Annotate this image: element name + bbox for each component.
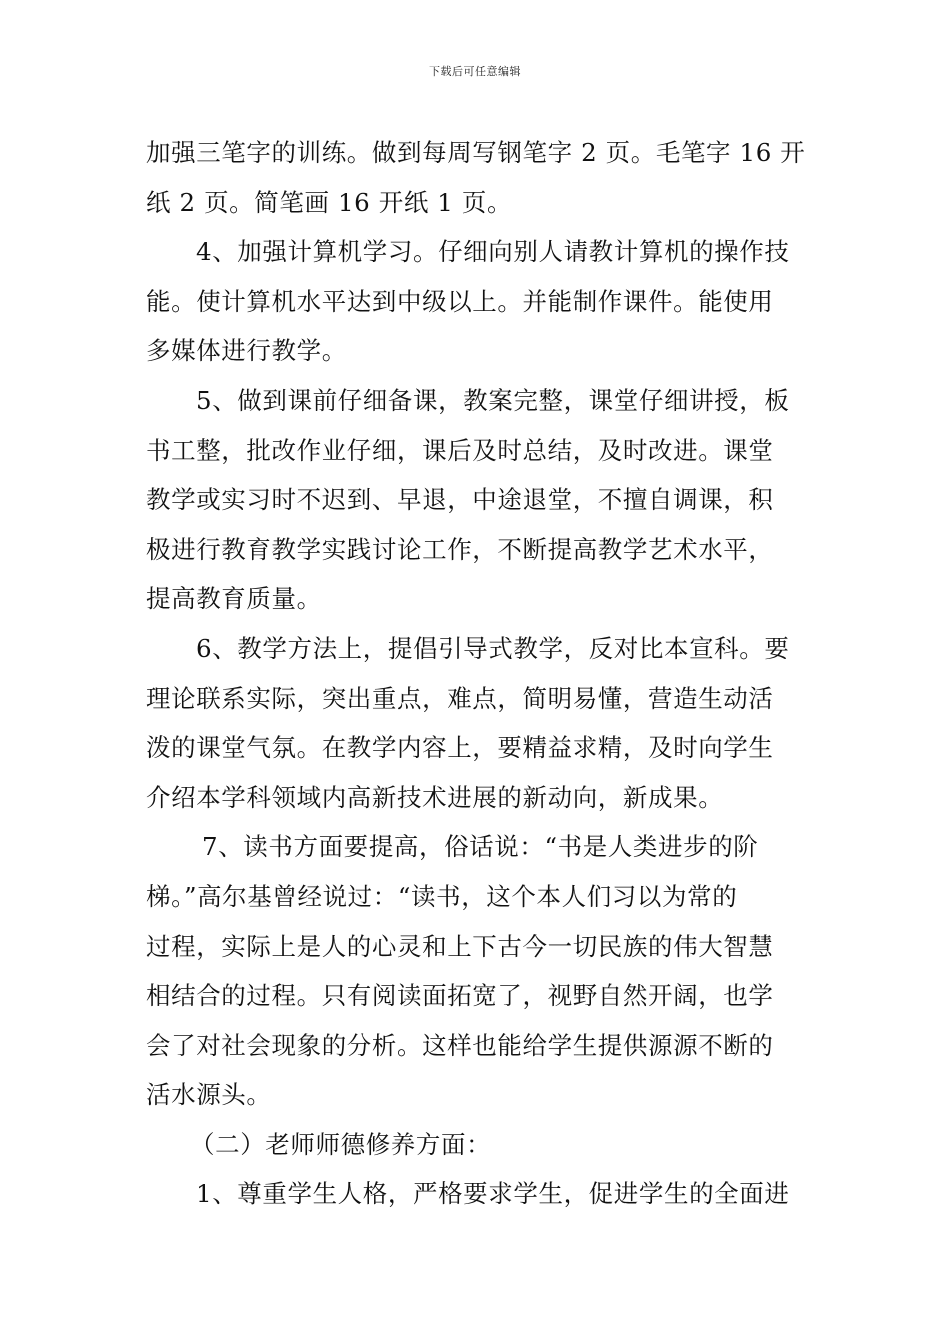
text-line: 介绍本学科领域内高新技术进展的新动向，新成果。: [146, 782, 724, 812]
paragraph-start-7: 7、读书方面要提高，俗话说：“书是人类进步的阶: [202, 832, 759, 862]
text-line: 过程，实际上是人的心灵和上下古今一切民族的伟大智慧: [146, 931, 774, 961]
text-line: 多媒体进行教学。: [146, 336, 347, 366]
text-line: 理论联系实际，突出重点，难点，简明易懂，营造生动活: [146, 683, 774, 713]
text-line: 会了对社会现象的分析。这样也能给学生提供源源不断的: [146, 1030, 774, 1060]
text-line: 梯。”高尔基曾经说过：“读书，这个本人们习以为常的: [146, 881, 738, 911]
paragraph-start-4: 4、加强计算机学习。仔细向别人请教计算机的操作技: [196, 237, 790, 267]
text-line: 书工整，批改作业仔细，课后及时总结，及时改进。课堂: [146, 435, 774, 465]
text-line: 泼的课堂气氛。在教学内容上，要精益求精，及时向学生: [146, 733, 774, 763]
text-line: 纸 2 页。简笔画 16 开纸 1 页。: [146, 187, 513, 217]
text-line: 提高教育质量。: [146, 584, 322, 614]
text-line: 相结合的过程。只有阅读面拓宽了，视野自然开阔，也学: [146, 981, 774, 1011]
paragraph-start-1: 1、尊重学生人格，严格要求学生，促进学生的全面进: [196, 1179, 790, 1209]
document-body: [146, 128, 810, 1219]
section-heading: （二）老师师德修养方面：: [190, 1129, 492, 1159]
paragraph-start-6: 6、教学方法上，提倡引导式教学，反对比本宣科。要: [196, 633, 790, 663]
text-line: 极进行教育教学实践讨论工作，不断提高教学艺术水平，: [146, 534, 774, 564]
page-header: 下载后可任意编辑: [429, 65, 521, 78]
text-line: 加强三笔字的训练。做到每周写钢笔字 2 页。毛笔字 16 开: [146, 138, 806, 167]
text-line: 活水源头。: [146, 1080, 272, 1110]
paragraph-start-5: 5、做到课前仔细备课，教案完整，课堂仔细讲授，板: [196, 385, 790, 415]
text-line: 教学或实习时不迟到、早退，中途退堂，不擅自调课，积: [146, 485, 774, 515]
text-line: 能。使计算机水平达到中级以上。并能制作课件。能使用: [146, 286, 774, 316]
